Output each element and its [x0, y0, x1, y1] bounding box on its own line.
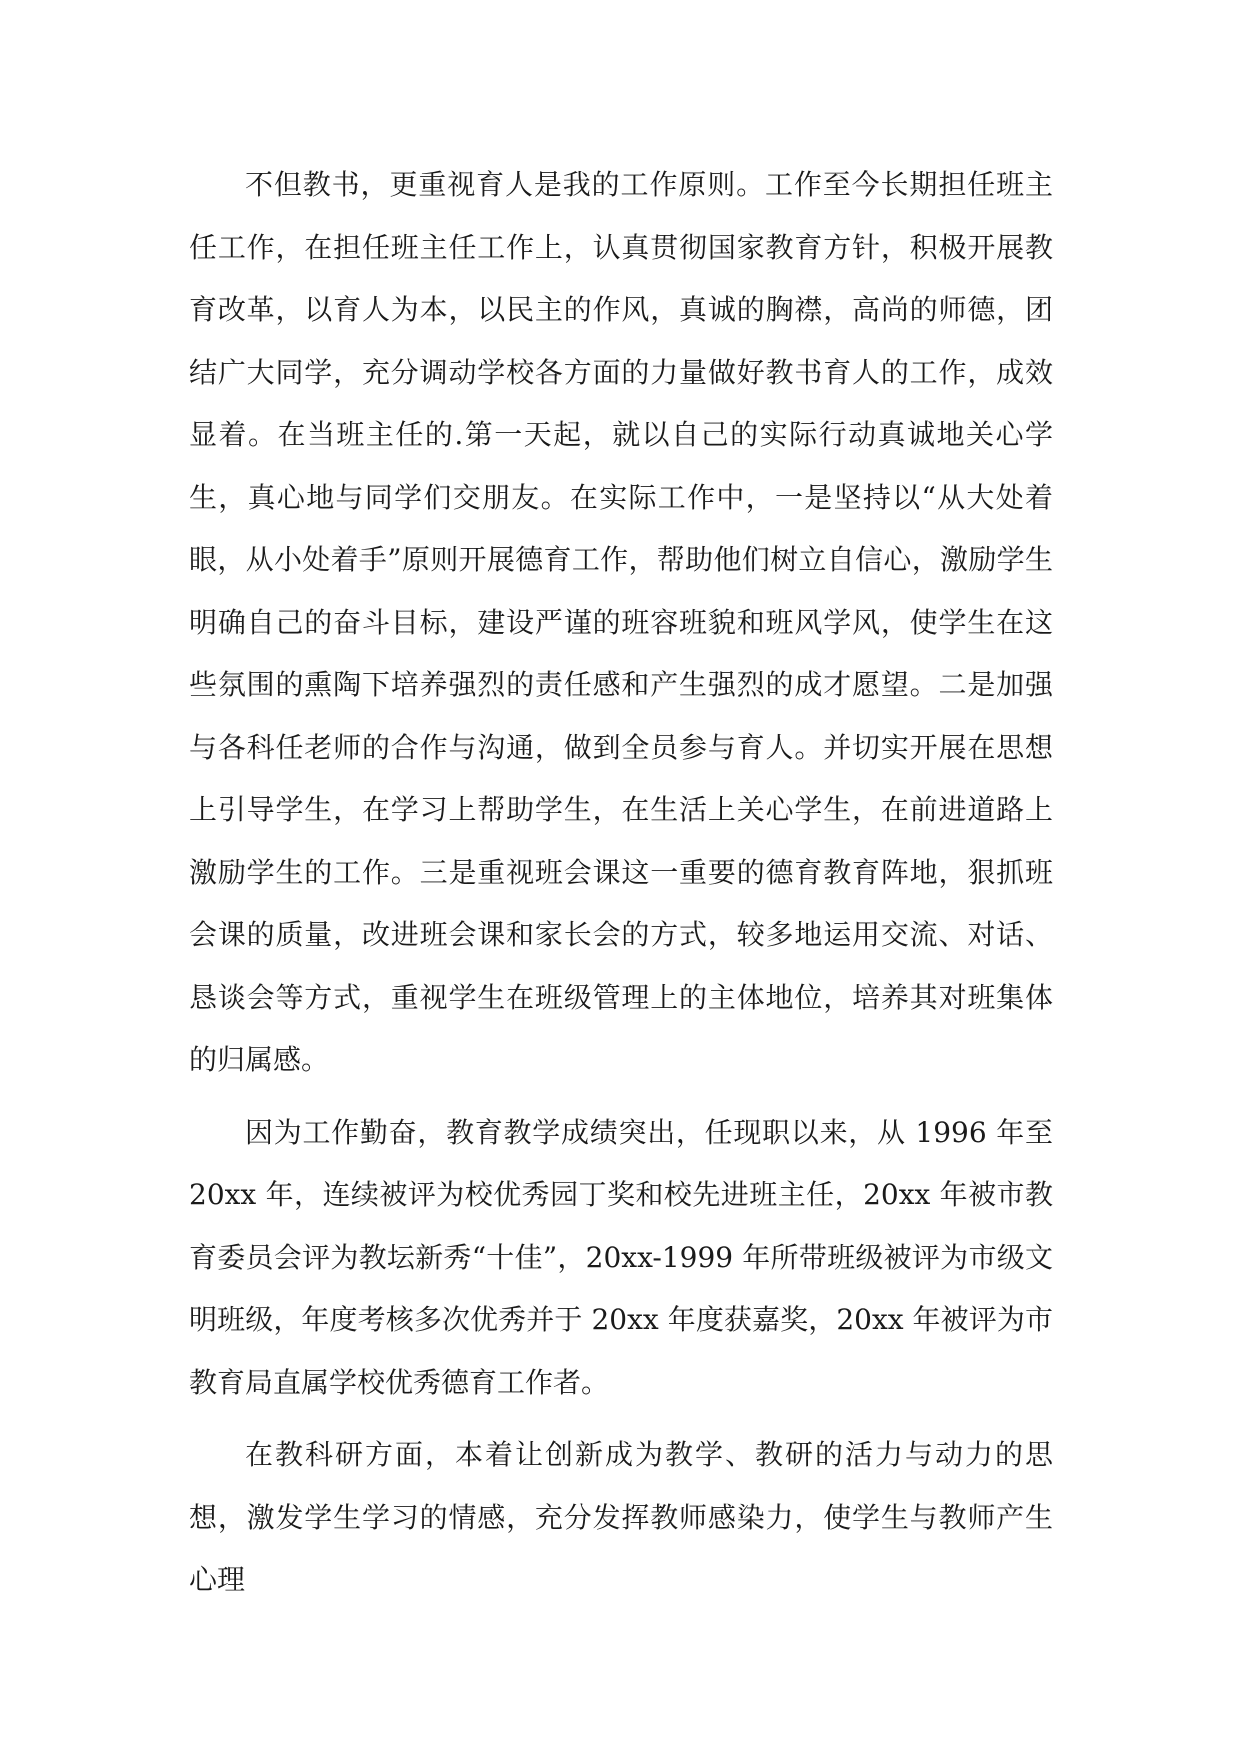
document-body — [189, 154, 1053, 1612]
paragraph-research: 在教科研方面，本着让创新成为教学、教研的活力与动力的思想，激发学生学习的情感，充分发挥教师感染力，使学生与教师产生心理 — [189, 1438, 1053, 1596]
paragraph-class-teacher-work: 不但教书，更重视育人是我的工作原则。工作至今长期担任班主任工作，在担任班主任工作上，认真贯彻国家教育方针，积极开展教育改革，以育人为本，以民主的作风，真诚的胸襟，高尚的师德，团结广大同学，充分调动学校各方面的力量做好教书育人的工作，成效显着。在当班主任的.第一天起，就以自己的实际行动真诚地关心学生，真心地与同学们交朋友。在实际工作中，一是坚持以“从大处着眼，从小处着手”原则开展德育工作，帮助他们树立自信心，激励学生明确自己的奋斗目标，建设严谨的班容班貌和班风学风，使学生在这些氛围的熏陶下培养强烈的责任感和产生强烈的成才愿望。二是加强与各科任老师的合作与沟通，做到全员参与育人。并切实开展在思想上引导学生，在学习上帮助学生，在生活上关心学生，在前进道路上激励学生的工作。三是重视班会课这一重要的德育教育阵地，狠抓班会课的质量，改进班会课和家长会的方式，较多地运用交流、对话、恳谈会等方式，重视学生在班级管理上的主体地位，培养其对班集体的归属感。 — [189, 168, 1053, 1076]
paragraph-awards: 因为工作勤奋，教育教学成绩突出，任现职以来，从 1996 年至 20xx 年，连续被评为校优秀园丁奖和校先进班主任，20xx 年被市教育委员会评为教坛新秀“十佳”，20xx-1999 年所带班级被评为市级文明班级，年度考核多次优秀并于 20xx 年度获嘉奖，20xx 年被评为市教育局直属学校优秀德育工作者。 — [189, 1115, 1053, 1399]
